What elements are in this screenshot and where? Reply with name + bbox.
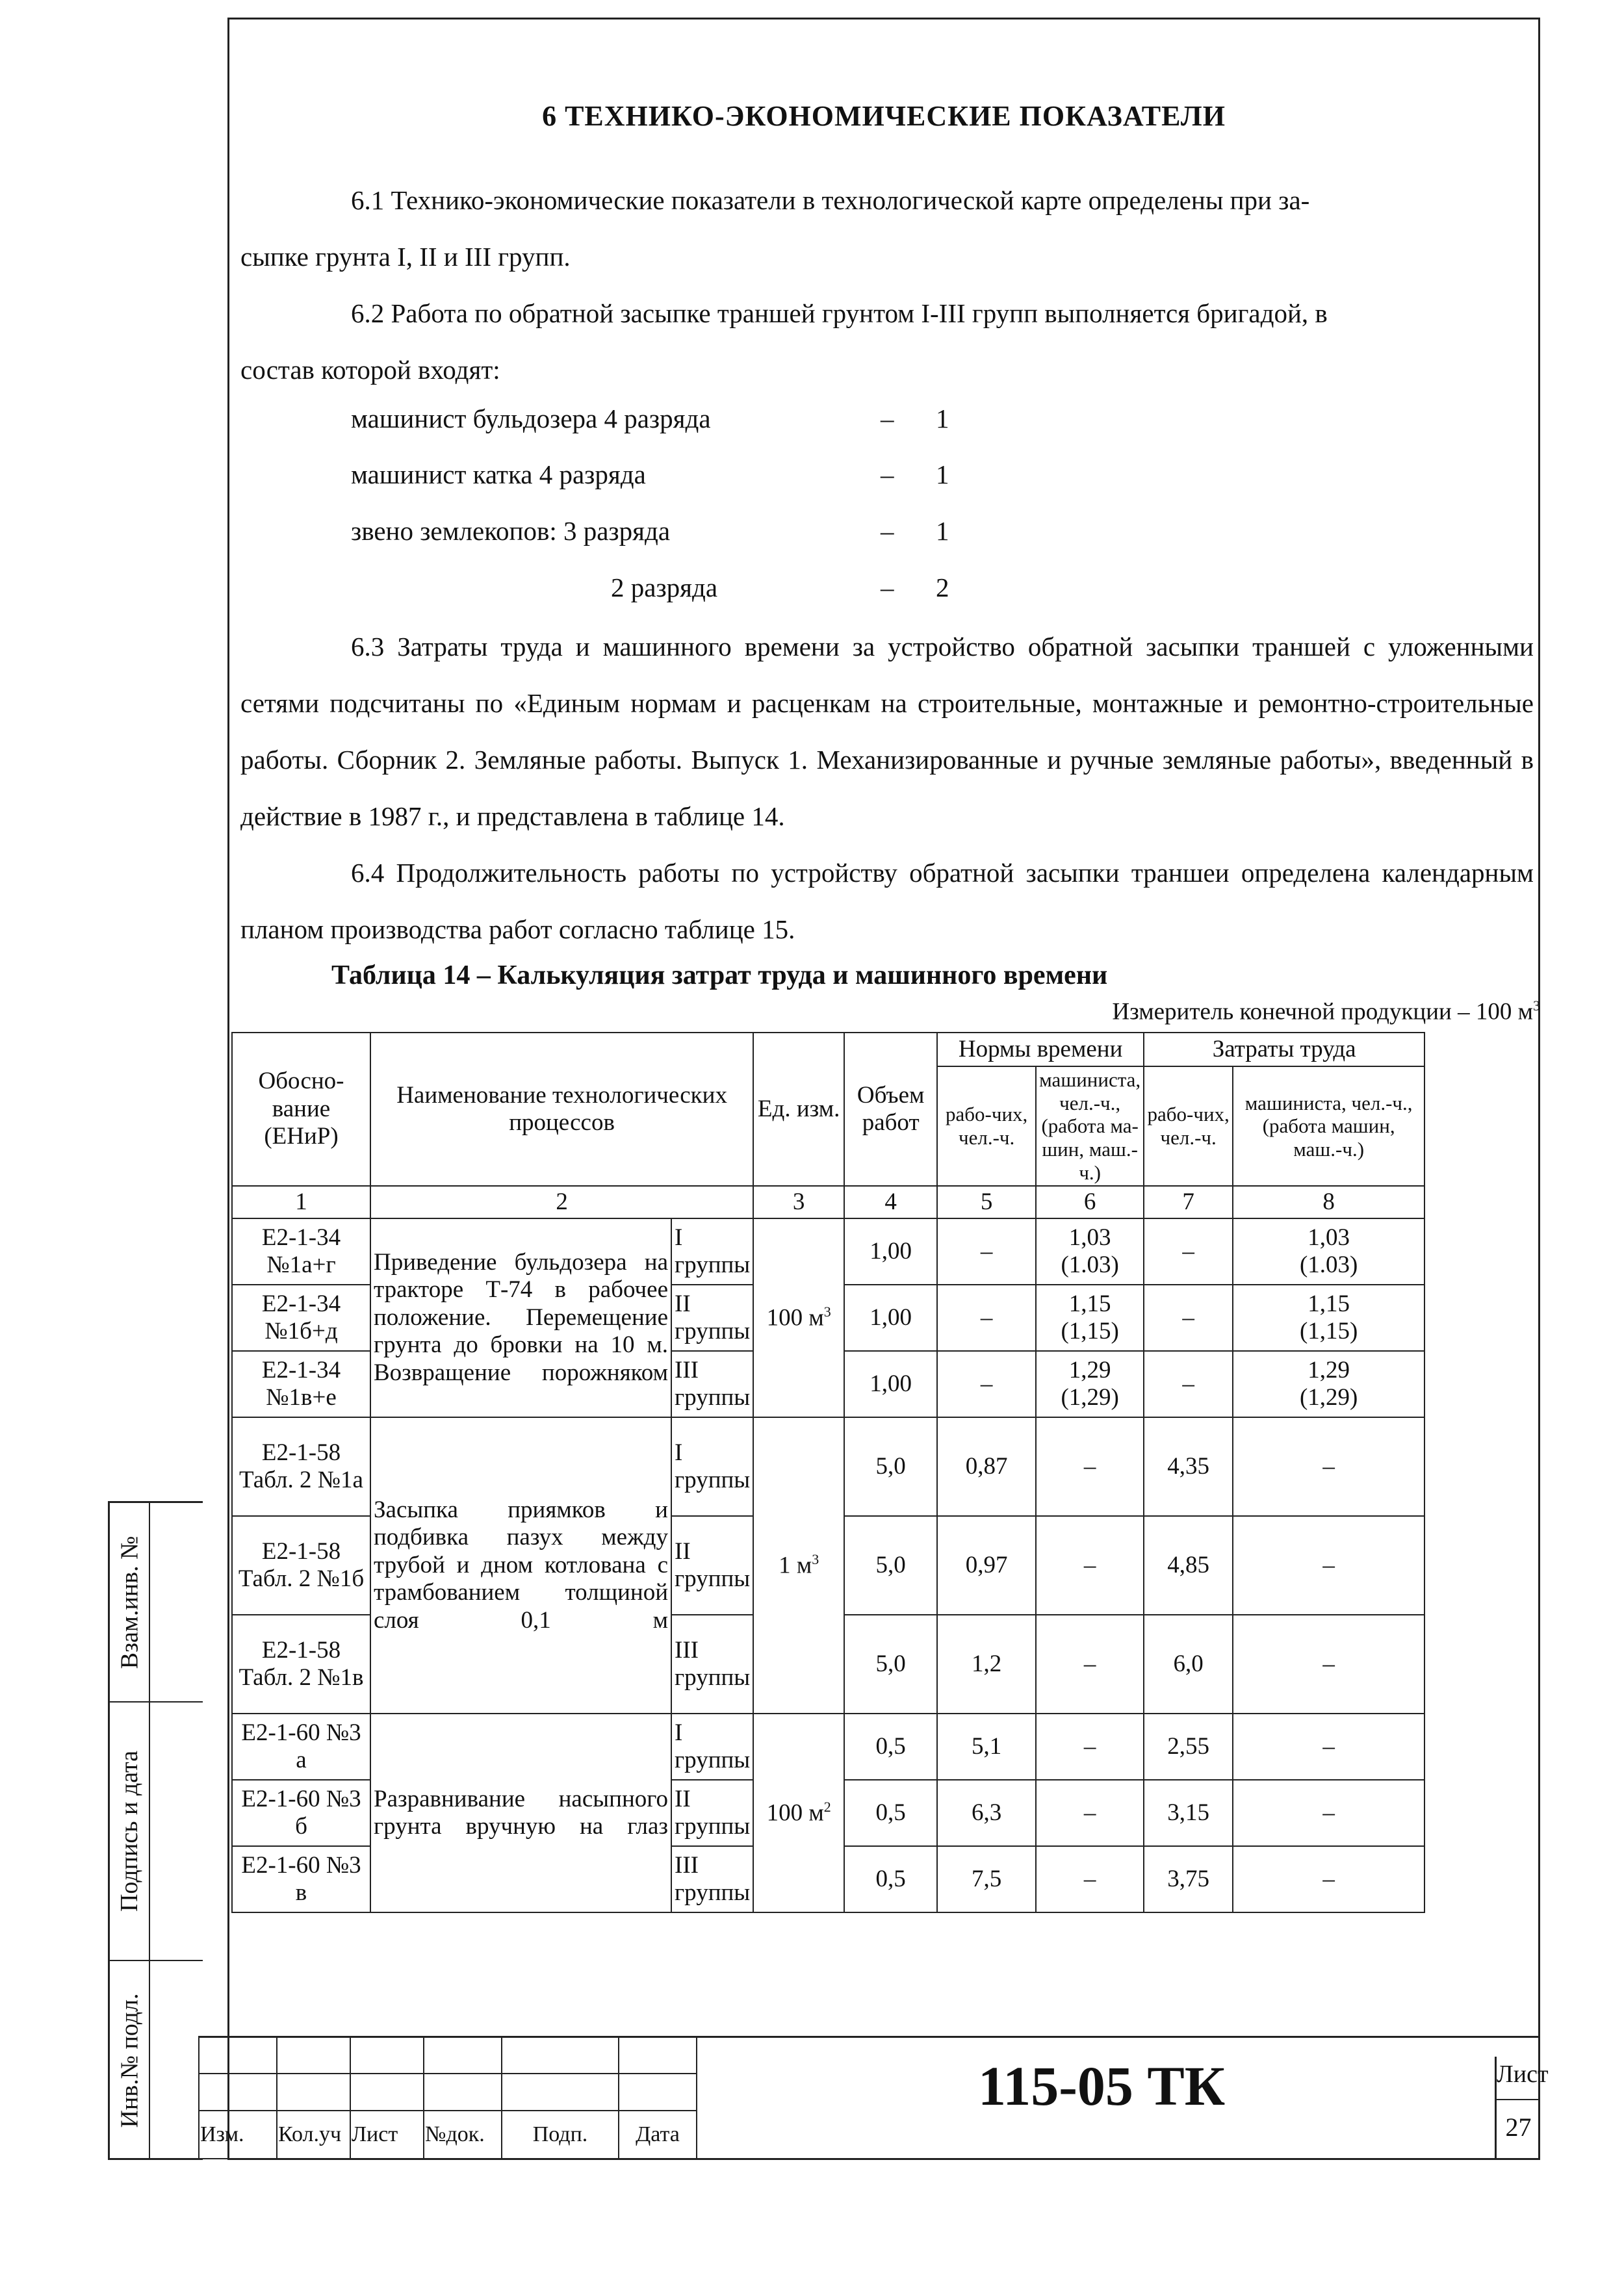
process-leveling: Разравнивание насыпного грунта вручную на глаз bbox=[370, 1714, 671, 1912]
table-row: Е2-1-34 №1а+г Приведение бульдозера на тракторе Т-74 в рабочее положение. Перемещение грунта до бровки на 10 м. Возвращение порожняком I группы 100 $м^3$ 1,00 – 1,03 (1.03) – 1,03 (1.03) bbox=[232, 1218, 1424, 1285]
sheet-label: Лист bbox=[1497, 2061, 1549, 2088]
crew-item: машинист бульдозера 4 разряда bbox=[351, 404, 711, 433]
side-cell-signature bbox=[110, 1703, 203, 1961]
stamp-izm: Изм. bbox=[199, 2111, 277, 2159]
table-row: Е2-1-60 №3 в III группы 0,5 7,5 – 3,75 – bbox=[232, 1846, 1424, 1912]
table-row: Е2-1-58 Табл. 2 №1в III группы 5,0 1,2 – 6,0 – bbox=[232, 1615, 1424, 1714]
stamp-list: Лист bbox=[350, 2111, 424, 2159]
paragraph-6-2-line1: 6.2 Работа по обратной засыпке траншей грунтом I-III групп выполняется бригадой, в bbox=[351, 298, 1328, 328]
header-cost-workers: рабо-чих, чел.-ч. bbox=[1144, 1066, 1233, 1186]
stamp-kolvo: Кол.уч bbox=[277, 2111, 350, 2159]
side-label-inventory: Инв.№ подл. bbox=[116, 1993, 144, 2128]
header-basis: Обосно-вание (ЕНиР) bbox=[232, 1033, 370, 1186]
crew-item: звено землекопов: 3 разряда bbox=[351, 516, 671, 546]
header-costs: Затраты труда bbox=[1144, 1033, 1424, 1066]
crew-item: 2 разряда bbox=[611, 572, 718, 602]
revision-grid bbox=[198, 2036, 697, 2159]
process-bulldozer: Приведение бульдозера на тракторе Т-74 в рабочее положение. Перемещение грунта до бровки на 10 м. Возвращение порожняком bbox=[370, 1218, 671, 1417]
paragraph-6-1-line2: сыпке грунта I, II и III групп. bbox=[240, 242, 571, 272]
paragraph-6-4: 6.4 Продолжительность работы по устройству обратной засыпки траншеи определена календарным планом производства работ согласно таблице 15. bbox=[240, 858, 1534, 944]
header-norm-workers: рабо-чих, чел.-ч. bbox=[937, 1066, 1036, 1186]
table-row: Е2-1-34 №1в+е III группы 1,00 – 1,29 (1,29) – 1,29 (1,29) bbox=[232, 1351, 1424, 1417]
table-row: Е2-1-60 №3 б II группы 0,5 6,3 – 3,15 – bbox=[232, 1780, 1424, 1846]
table-row: Е2-1-58 Табл. 2 №1б II группы 5,0 0,97 – 4,85 – bbox=[232, 1516, 1424, 1615]
side-cell-inventory bbox=[110, 1961, 203, 2160]
side-label-replace: Взам.инв. № bbox=[116, 1536, 144, 1669]
stamp-podp: Подп. bbox=[502, 2111, 619, 2159]
unit-group2: 1 $м^3$ bbox=[753, 1417, 844, 1714]
header-name: Наименование технологических процессов bbox=[370, 1033, 753, 1186]
paragraph-6-2-line2: состав которой входят: bbox=[240, 355, 500, 385]
table-row: Е2-1-34 №1б+д II группы 1,00 – 1,15 (1,15) – 1,15 (1,15) bbox=[232, 1285, 1424, 1351]
unit-group1: 100 $м^3$ bbox=[753, 1218, 844, 1417]
header-unit: Ед. изм. bbox=[753, 1033, 844, 1186]
crew-item: машинист катка 4 разряда bbox=[351, 459, 646, 489]
header-volume: Объем работ bbox=[844, 1033, 937, 1186]
header-cost-machinist: машиниста, чел.-ч., (работа машин, маш.-ч.) bbox=[1233, 1066, 1424, 1186]
column-numbers-row: 1 2 3 4 5 6 7 8 bbox=[232, 1186, 1424, 1218]
side-stamp bbox=[108, 1501, 203, 2160]
stamp-ndoc: №док. bbox=[424, 2111, 502, 2159]
page-title: 6 ТЕХНИКО-ЭКОНОМИЧЕСКИЕ ПОКАЗАТЕЛИ bbox=[542, 100, 1226, 132]
calculation-table bbox=[231, 1032, 1425, 1913]
side-cell-replace bbox=[110, 1503, 203, 1703]
header-norm-machinist: машиниста, чел.-ч., (работа ма-шин, маш.-ч.) bbox=[1036, 1066, 1144, 1186]
sheet-number: 27 bbox=[1505, 2113, 1532, 2142]
table-caption: Таблица 14 – Калькуляция затрат труда и машинного времени bbox=[331, 960, 1108, 990]
table-row: Е2-1-60 №3 а Разравнивание насыпного грунта вручную на глаз I группы 100 $м^2$ 0,5 5,1 – 2,55 – bbox=[232, 1714, 1424, 1780]
stamp-data: Дата bbox=[619, 2111, 697, 2159]
process-backfill: Засыпка приямков и подбивка пазух между трубой и дном котлована с трамбованием толщиной слоя 0,1 м bbox=[370, 1417, 671, 1714]
header-norms: Нормы времени bbox=[937, 1033, 1144, 1066]
paragraph-6-1-line1: 6.1 Технико-экономические показатели в технологической карте определены при за- bbox=[351, 185, 1310, 215]
paragraph-6-3: 6.3 Затраты труда и машинного времени за устройство обратной засыпки траншей с уложенными сетями подсчитаны по «Единым нормам и расценкам на строительные, монтажные и ремонтно-строительные работы. Сборник 2. Земляные работы. Выпуск 1. Механизированные и ручные земляные работы», введенный в действие в 1987 г., и представлена в таблице 14. bbox=[240, 632, 1534, 831]
unit-group3: 100 $м^2$ bbox=[753, 1714, 844, 1912]
table-measure: Измеритель конечной продукции – 100 $м^3$ bbox=[1112, 997, 1540, 1025]
table-row: Е2-1-58 Табл. 2 №1а Засыпка приямков и подбивка пазух между трубой и дном котлована с трамбованием толщиной слоя 0,1 м I группы 1 $м^3$ 5,0 0,87 – 4,35 – bbox=[232, 1417, 1424, 1516]
document-code: 115-05 ТК bbox=[977, 2055, 1226, 2117]
side-label-signature: Подпись и дата bbox=[116, 1750, 144, 1912]
